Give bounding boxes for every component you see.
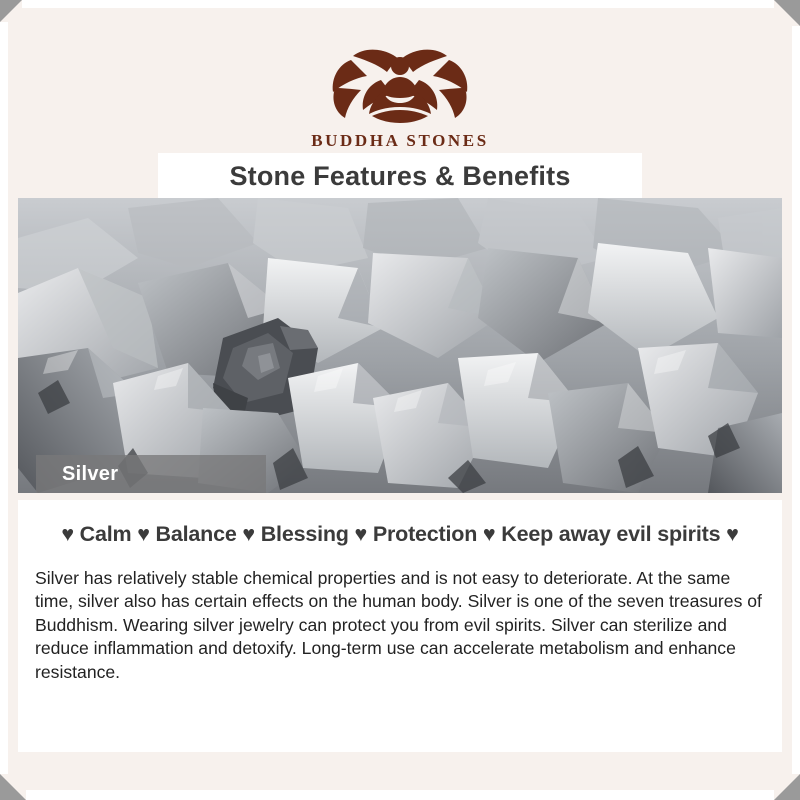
stone-name-badge — [36, 455, 266, 493]
corner-decoration-top-left — [0, 0, 22, 22]
hero-image — [18, 198, 782, 493]
frame-border-top — [22, 0, 774, 8]
brand-name: BUDDHA STONES — [311, 131, 489, 150]
stone-name-text: Silver — [62, 462, 119, 485]
brand-logo — [311, 30, 489, 151]
corner-decoration-bottom-left — [0, 774, 26, 800]
content-section — [18, 500, 782, 752]
page-title-text: Stone Features & Benefits — [229, 161, 571, 191]
lotus-meditation-figure-icon — [325, 30, 475, 125]
benefits-list: ♥ Calm ♥ Balance ♥ Blessing ♥ Protection ♥ Keep away evil spirits ♥ — [61, 522, 739, 546]
description-text: Silver has relatively stable chemical properties and is not easy to deteriorate. At the same time, silver also has certain effects on the human body. Silver is one of the seven treasures of Buddhism. Wearing silver jewelry can protect you from evil spirits. Silver can sterilize and reduce inflammation and detoxify. Long-term use can accelerate metabolism and enhance resistance. — [35, 568, 762, 682]
frame-border-bottom — [26, 790, 774, 800]
bottom-spacer — [18, 752, 782, 790]
corner-decoration-top-right — [774, 0, 800, 26]
corner-decoration-bottom-right — [774, 774, 800, 800]
page-title — [158, 153, 642, 200]
silver-ore-rocks-photo — [18, 198, 782, 493]
header-section — [8, 8, 792, 198]
frame-border-right — [792, 26, 800, 774]
frame-border-left — [0, 22, 8, 774]
